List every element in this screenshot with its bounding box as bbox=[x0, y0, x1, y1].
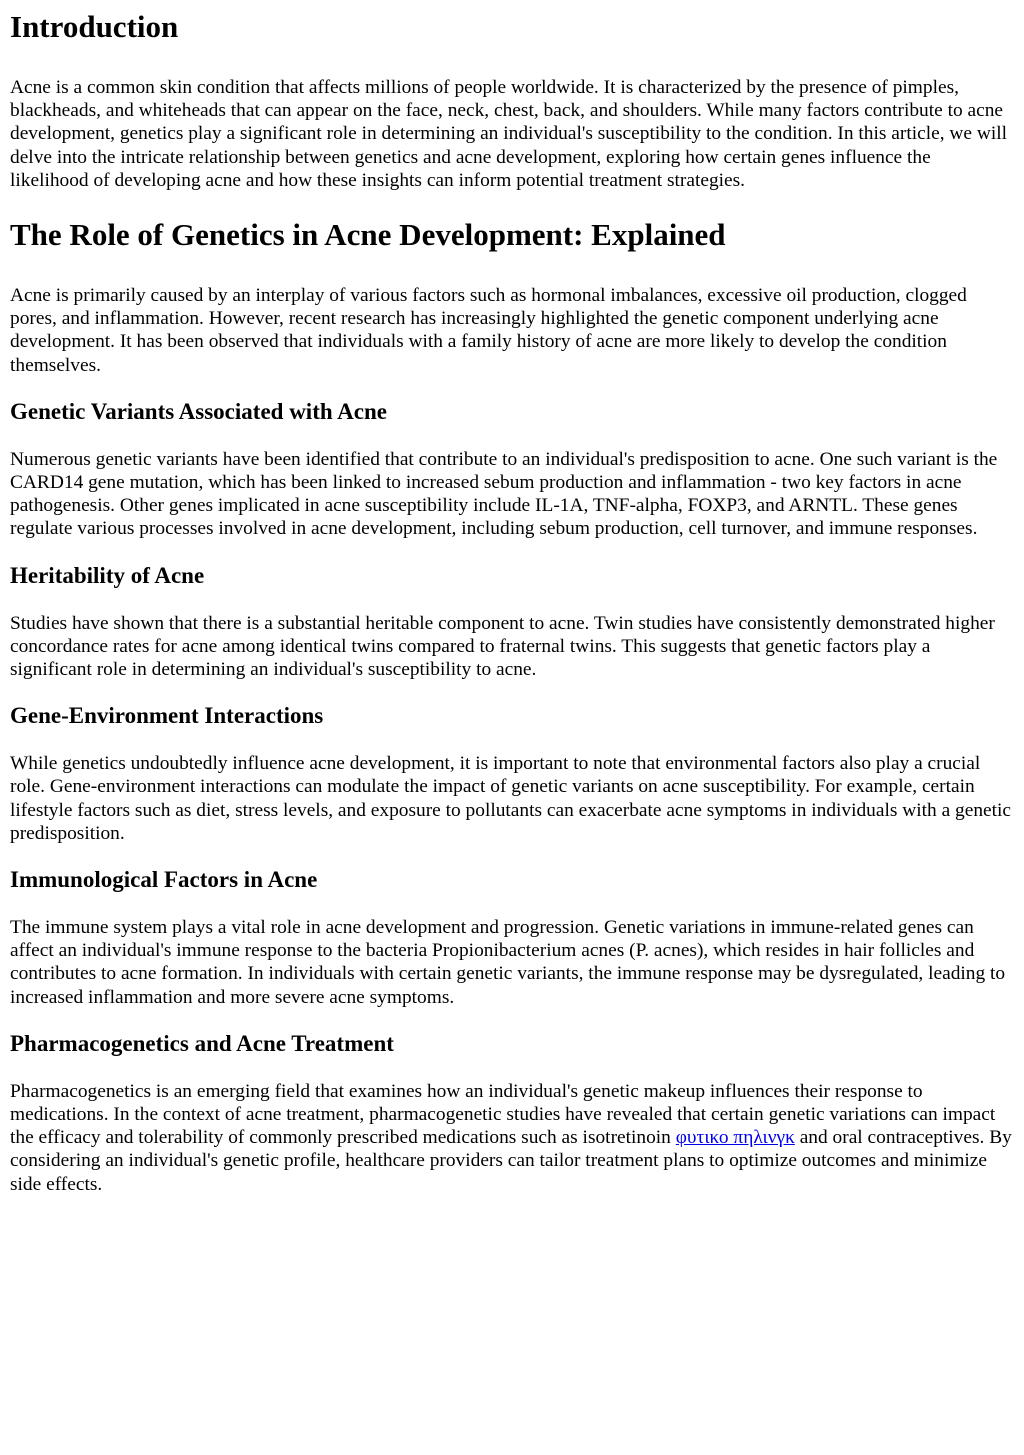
paragraph-genetic-variants: Numerous genetic variants have been identified that contribute to an individual's predisposition to acne. One such variant is the CARD14 gene mutation, which has been linked to increased sebum production and inflammation - two key factors in acne pathogenesis. Other genes implicated in acne susceptibility include IL-1A, TNF-alpha, FOXP3, and ARNTL. These genes regulate various processes involved in acne development, including sebum production, cell turnover, and immune responses. bbox=[10, 448, 998, 540]
paragraph-role-of-genetics: Acne is primarily caused by an interplay of various factors such as hormonal imbalances, excessive oil production, clogged pores, and inflammation. However, recent research has increasingly highlighted the genetic component underlying acne development. It has been observed that individuals with a family history of acne are more likely to develop the condition themselves. bbox=[10, 285, 967, 376]
paragraph-immunological-factors: The immune system plays a vital role in acne development and progression. Genetic variations in immune-related genes can affect an individual's immune response to the bacteria Propionibacterium acnes (P. acnes), which resides in hair follicles and contributes to acne formation. In individuals with certain genetic variants, the immune response may be dysregulated, leading to increased inflammation and more severe acne symptoms. bbox=[10, 917, 1006, 1008]
heading-pharmacogenetics: Pharmacogenetics and Acne Treatment bbox=[10, 1030, 394, 1056]
article bbox=[0, 9, 1024, 1196]
heading-immunological-factors: Immunological Factors in Acne bbox=[10, 867, 318, 893]
heading-genetic-variants: Genetic Variants Associated with Acne bbox=[10, 398, 387, 424]
heading-heritability: Heritability of Acne bbox=[10, 562, 205, 588]
heading-introduction: Introduction bbox=[10, 9, 179, 44]
paragraph-pharmacogenetics bbox=[10, 1080, 1014, 1196]
pharmacogenetics-text-before-link: Pharmacogenetics is an emerging field that examines how an individual's genetic makeup influences their response to medications. In the context of acne treatment, pharmacogenetic studies have revealed that certain genetic variations can impact the efficacy and tolerability of commonly prescribed medications such as isotretinoin bbox=[10, 1080, 996, 1149]
heading-role-of-genetics: The Role of Genetics in Acne Development: Explained bbox=[10, 217, 726, 253]
pharmacogenetics-text-after-link: and oral contraceptives. By considering an individual's genetic profile, healthcare providers can tailor treatment plans to optimize outcomes and minimize side effects. bbox=[10, 1127, 1012, 1195]
paragraph-heritability: Studies have shown that there is a substantial heritable component to acne. Twin studies have consistently demonstrated higher concordance rates for acne among identical twins compared to fraternal twins. This suggests that genetic factors play a significant role in determining an individual's susceptibility to acne. bbox=[10, 612, 995, 681]
paragraph-gene-environment: While genetics undoubtedly influence acne development, it is important to note that environmental factors also play a crucial role. Gene-environment interactions can modulate the impact of genetic variants on acne susceptibility. For example, certain lifestyle factors such as diet, stress levels, and exposure to pollutants can exacerbate acne symptoms in individuals with a genetic predisposition. bbox=[10, 753, 1012, 844]
peeling-link[interactable]: φυτικο πηλινγκ bbox=[675, 1127, 795, 1149]
paragraph-introduction: Acne is a common skin condition that affects millions of people worldwide. It is characterized by the presence of pimples, blackheads, and whiteheads that can appear on the face, neck, chest, back, and shoulders. While many factors contribute to acne development, genetics play a significant role in determining an individual's susceptibility to the condition. In this article, we will delve into the intricate relationship between genetics and acne development, exploring how certain genes influence the likelihood of developing acne and how these insights can inform potential treatment strategies. bbox=[10, 77, 1008, 191]
heading-gene-environment: Gene-Environment Interactions bbox=[10, 703, 324, 729]
